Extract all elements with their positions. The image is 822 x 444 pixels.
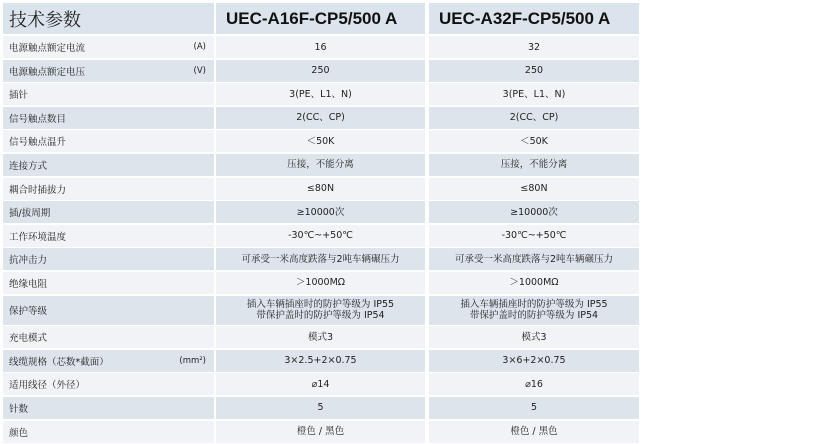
value-cell-a32f (429, 397, 639, 419)
row-label: 耦合时插拔力 (9, 184, 67, 196)
spec-table (3, 3, 639, 444)
row-label-cell (3, 350, 214, 372)
value-cell-a32f (429, 421, 639, 443)
table-row (3, 373, 639, 395)
row-label-cell (3, 248, 214, 270)
value-cell-a32f (429, 373, 639, 395)
row-label: 抗冲击力 (9, 255, 48, 267)
row-label: 保护等级 (9, 306, 48, 318)
table-title: 技术参数 (3, 3, 214, 34)
table-row (3, 248, 639, 270)
value-text: ＜50K (520, 135, 548, 147)
value-text: 压接，不能分离 (287, 159, 354, 171)
value-cell-a32f (429, 225, 639, 247)
value-cell-a16f (216, 201, 425, 223)
table-row (3, 36, 639, 58)
row-label: 插/拔周期 (9, 208, 51, 220)
value-text: 2(CC、CP) (509, 112, 559, 124)
row-label: 适用线径（外径） (9, 380, 86, 392)
value-text: ≤80N (306, 183, 335, 195)
row-label: 电源触点额定电流 (9, 43, 86, 54)
table-row (3, 272, 639, 294)
value-cell-a32f (429, 296, 639, 325)
value-text: 3×2.5+2×0.75 (284, 355, 357, 367)
value-text: 模式3 (521, 331, 547, 343)
value-text: ≥10000次 (296, 206, 345, 218)
row-label-cell (3, 83, 214, 105)
value-text: 带保护盖时的防护等级为 IP54 (256, 310, 385, 322)
value-text: 压接，不能分离 (500, 159, 568, 171)
table-row (3, 225, 639, 247)
value-cell-a32f (429, 36, 639, 58)
row-label: 信号触点数目 (9, 113, 67, 125)
value-cell-a16f (216, 350, 425, 372)
value-text: 模式3 (307, 331, 334, 343)
table-row (3, 421, 639, 443)
value-cell-a16f (216, 60, 425, 82)
table-row (3, 397, 639, 419)
value-text: 5 (317, 402, 324, 414)
value-cell-a32f (429, 130, 639, 152)
value-cell-a16f (216, 397, 425, 419)
value-cell-a16f (216, 421, 425, 443)
row-unit: (A) (193, 42, 206, 52)
value-cell-a32f (429, 154, 639, 176)
value-text: 3(PE、L1、N) (289, 88, 352, 100)
value-text: 可承受一米高度跌落与2吨车辆碾压力 (454, 253, 614, 265)
row-label-cell (3, 397, 214, 419)
value-cell-a32f (429, 83, 639, 105)
value-text: 2(CC、CP) (296, 112, 345, 124)
row-label-cell (3, 130, 214, 152)
row-label: 绝缘电阻 (9, 278, 48, 290)
value-text: 可承受一米高度跌落与2吨车辆碾压力 (241, 253, 400, 265)
value-text: ≥10000次 (510, 206, 558, 218)
row-label-cell (3, 373, 214, 395)
value-cell-a32f (429, 60, 639, 82)
row-label-cell (3, 225, 214, 247)
value-cell-a16f (216, 154, 425, 176)
column-header-a16f: UEC-A16F-CP5/500 A (216, 3, 425, 34)
value-cell-a16f (216, 373, 425, 395)
value-text: 16 (314, 41, 327, 53)
row-label-cell (3, 326, 214, 348)
row-label-cell (3, 296, 214, 325)
row-unit: (mm²) (179, 355, 206, 366)
row-label-cell (3, 421, 214, 443)
table-row (3, 326, 639, 348)
value-cell-a16f (216, 272, 425, 294)
row-label: 连接方式 (9, 160, 48, 172)
value-text: ⌀14 (311, 378, 330, 390)
value-cell-a16f (216, 83, 425, 105)
value-cell-a16f (216, 130, 425, 152)
table-row (3, 130, 639, 152)
value-text: ＞1000MΩ (509, 277, 559, 289)
value-text: 插入车辆插座时的防护等级为 IP55 (460, 299, 608, 311)
value-cell-a32f (429, 201, 639, 223)
value-cell-a16f (216, 107, 425, 129)
value-cell-a32f (429, 350, 639, 372)
row-label: 充电模式 (9, 333, 48, 345)
value-cell-a16f (216, 36, 425, 58)
table-row (3, 296, 639, 325)
row-label: 信号触点温升 (9, 137, 67, 149)
value-text: -30℃~+50℃ (501, 230, 567, 242)
table-row (3, 83, 639, 105)
value-text: 5 (530, 402, 538, 414)
row-unit: (V) (193, 65, 206, 76)
row-label-cell (3, 36, 214, 58)
value-text: 250 (524, 65, 544, 77)
value-text: 带保护盖时的防护等级为 IP54 (469, 310, 599, 322)
value-cell-a16f (216, 326, 425, 348)
table-row (3, 201, 639, 223)
value-text: ＞1000MΩ (295, 277, 346, 289)
row-label-cell (3, 60, 214, 82)
table-row (3, 350, 639, 372)
table-row (3, 178, 639, 200)
value-text: 橙色 / 黑色 (296, 426, 345, 437)
row-label: 插针 (9, 90, 29, 102)
row-label: 线缆规格（芯数*截面） (9, 356, 109, 368)
row-label-cell (3, 201, 214, 223)
value-text: ⌀16 (525, 378, 543, 390)
value-text: 250 (311, 65, 330, 77)
row-label: 工作环境温度 (9, 231, 67, 243)
table-row (3, 60, 639, 82)
row-label-cell (3, 272, 214, 294)
value-cell-a16f (216, 178, 425, 200)
value-text: ＜50K (306, 135, 335, 147)
value-text: -30℃~+50℃ (288, 230, 353, 242)
row-label-cell (3, 154, 214, 176)
value-cell-a16f (216, 248, 425, 270)
value-cell-a32f (429, 178, 639, 200)
value-text: 3(PE、L1、N) (502, 88, 566, 100)
value-cell-a32f (429, 272, 639, 294)
row-label-cell (3, 107, 214, 129)
row-label: 针数 (9, 403, 29, 415)
row-label: 颜色 (9, 427, 29, 439)
value-cell-a32f (429, 326, 639, 348)
value-cell-a32f (429, 248, 639, 270)
column-header-a32f: UEC-A32F-CP5/500 A (429, 3, 639, 34)
value-text: 插入车辆插座时的防护等级为 IP55 (246, 299, 395, 311)
table-header (3, 3, 639, 34)
value-cell-a16f (216, 225, 425, 247)
value-cell-a32f (429, 107, 639, 129)
row-label-cell (3, 178, 214, 200)
value-text: ≤80N (520, 183, 548, 195)
row-label: 电源触点额定电压 (9, 66, 86, 78)
value-text: 3×6+2×0.75 (502, 355, 566, 367)
value-text: 32 (527, 41, 541, 53)
value-cell-a16f (216, 296, 425, 325)
table-row (3, 107, 639, 129)
table-row (3, 154, 639, 176)
value-text: 橙色 / 黑色 (510, 426, 558, 437)
